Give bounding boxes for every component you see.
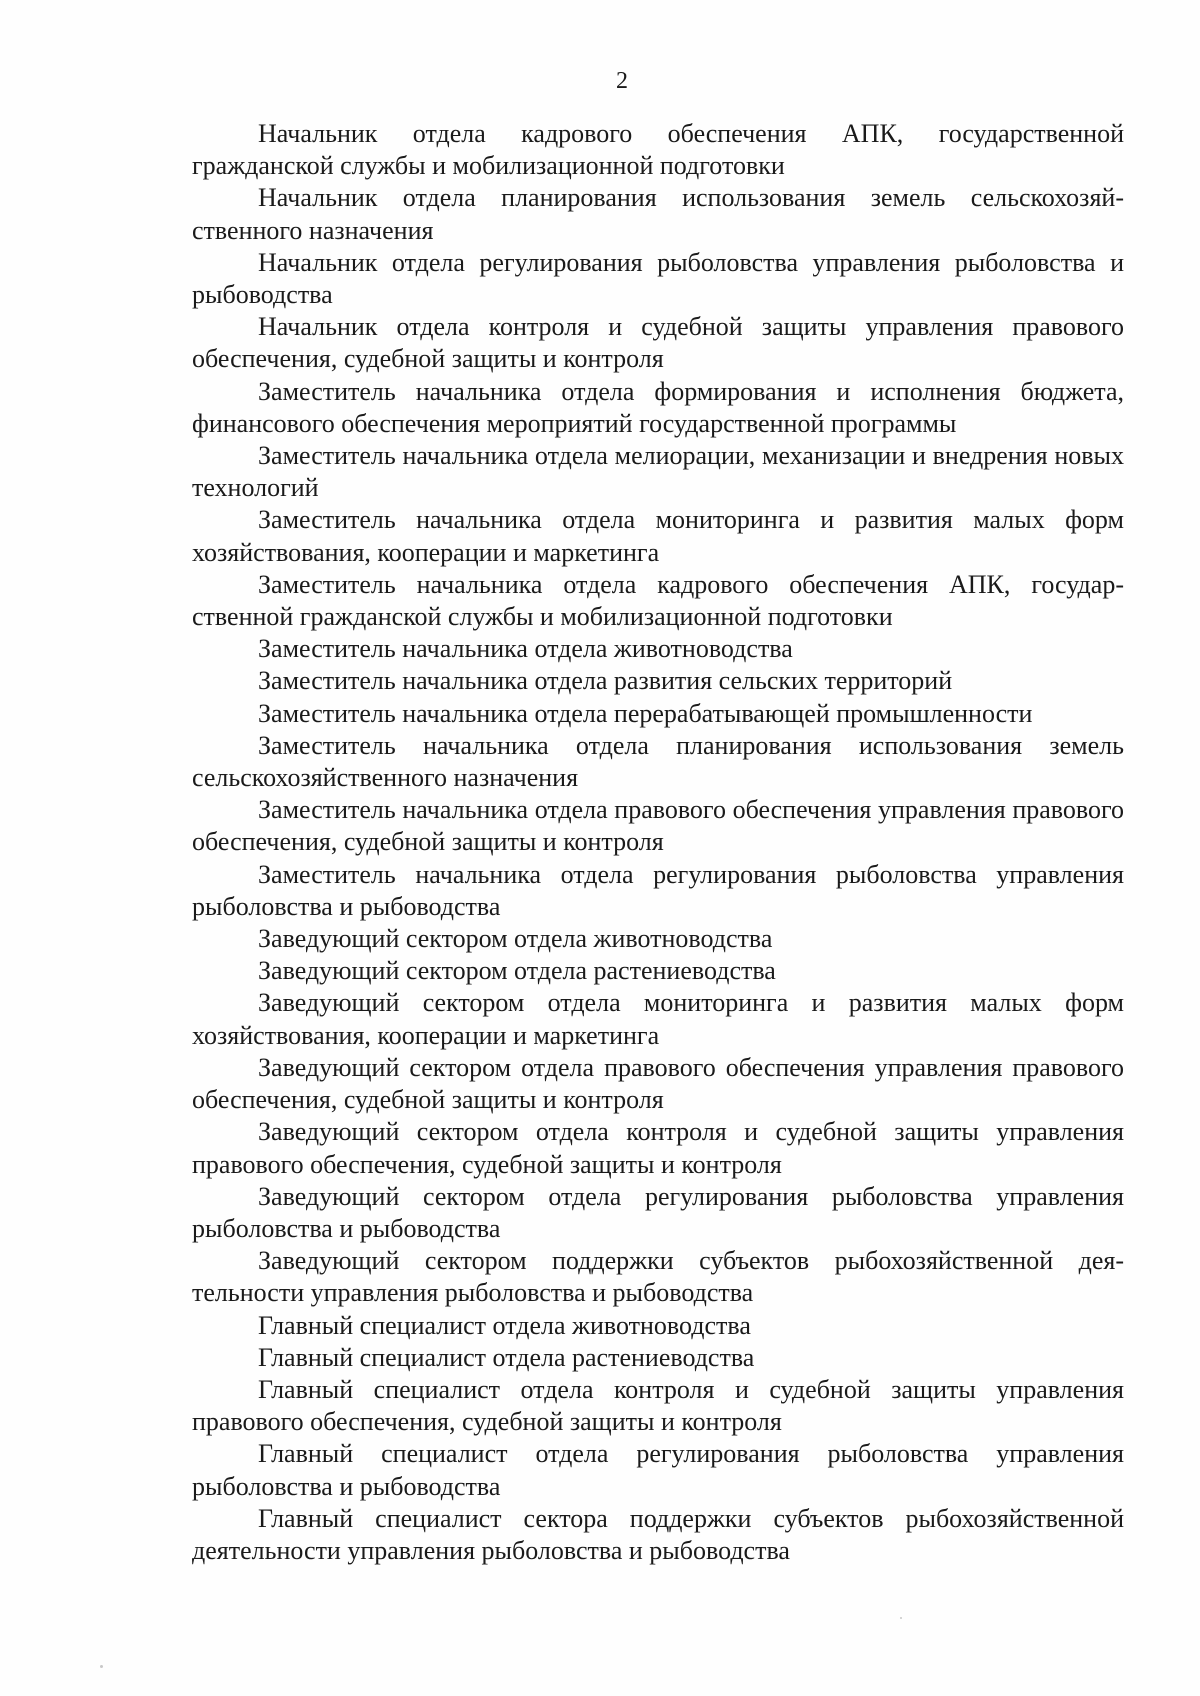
paragraph: Главный специалист сектора поддержки субъектов рыбохозяйственной деятельности управления рыболовства и рыбоводства — [192, 1503, 1124, 1565]
paragraph: Главный специалист отдела регулирования рыболовства управления рыболовства и рыбоводства — [192, 1439, 1124, 1501]
scan-speck — [100, 1665, 103, 1668]
paragraph: Заместитель начальника отдела развития сельских территорий — [258, 666, 953, 696]
scan-speck — [900, 1617, 902, 1619]
paragraph: Заместитель начальника отдела формирования и исполнения бюджета, финансового обеспечения мероприятий государственной программы — [192, 376, 1124, 438]
paragraph: Заместитель начальника отдела правового обеспечения управления правового обеспечения, судебной защиты и контроля — [192, 795, 1124, 857]
paragraph: Главный специалист отдела растениеводства — [258, 1342, 755, 1372]
paragraph: Начальник отдела планирования использования земель сельскохозяйственного назначения — [192, 183, 1124, 245]
paragraph: Заведующий сектором отдела контроля и судебной защиты управления правового обеспечения, судебной защиты и контроля — [192, 1117, 1124, 1179]
paragraph: Начальник отдела кадрового обеспечения АПК, государственной гражданской службы и мобилизационной подготовки — [192, 119, 1124, 181]
paragraph: Заведующий сектором поддержки субъектов рыбохозяйственной деятельности управления рыболовства и рыбоводства — [192, 1246, 1124, 1308]
document-body — [192, 118, 1124, 1567]
paragraph: Заведующий сектором отдела правового обеспечения управления правового обеспечения, судебной защиты и контроля — [192, 1052, 1124, 1115]
paragraph: Заведующий сектором отдела регулирования рыболовства управления рыболовства и рыбоводства — [192, 1181, 1124, 1243]
paragraph: Начальник отдела регулирования рыболовства управления рыболовства и рыбоводства — [192, 247, 1124, 310]
paragraph: Начальник отдела контроля и судебной защиты управления правового обеспечения, судебной защиты и контроля — [192, 312, 1124, 374]
paragraph: Главный специалист отдела контроля и судебной защиты управления правового обеспечения, судебной защиты и контроля — [192, 1374, 1124, 1437]
paragraph: Заместитель начальника отдела регулирования рыболовства управления рыболовства и рыбоводства — [192, 859, 1124, 921]
paragraph: Заместитель начальника отдела мониторинга и развития малых форм хозяйствования, кооперации и маркетинга — [192, 505, 1124, 567]
paragraph: Заведующий сектором отдела растениеводства — [258, 956, 776, 986]
paragraph: Заместитель начальника отдела перерабатывающей промышленности — [258, 698, 1033, 728]
paragraph: Заведующий сектором отдела мониторинга и развития малых форм хозяйствования, кооперации и маркетинга — [192, 988, 1124, 1050]
page-number: 2 — [616, 68, 628, 94]
paragraph: Заместитель начальника отдела животноводства — [258, 634, 793, 664]
paragraph: Заведующий сектором отдела животноводства — [258, 924, 773, 954]
paragraph: Заместитель начальника отдела кадрового обеспечения АПК, государственной гражданской службы и мобилизационной подготовки — [192, 569, 1124, 632]
paragraph: Заместитель начальника отдела мелиорации, механизации и внедрения новых технологий — [192, 441, 1124, 503]
paragraph: Главный специалист отдела животноводства — [258, 1310, 751, 1340]
paragraph: Заместитель начальника отдела планирования использования земель сельскохозяйственного назначения — [192, 730, 1124, 793]
